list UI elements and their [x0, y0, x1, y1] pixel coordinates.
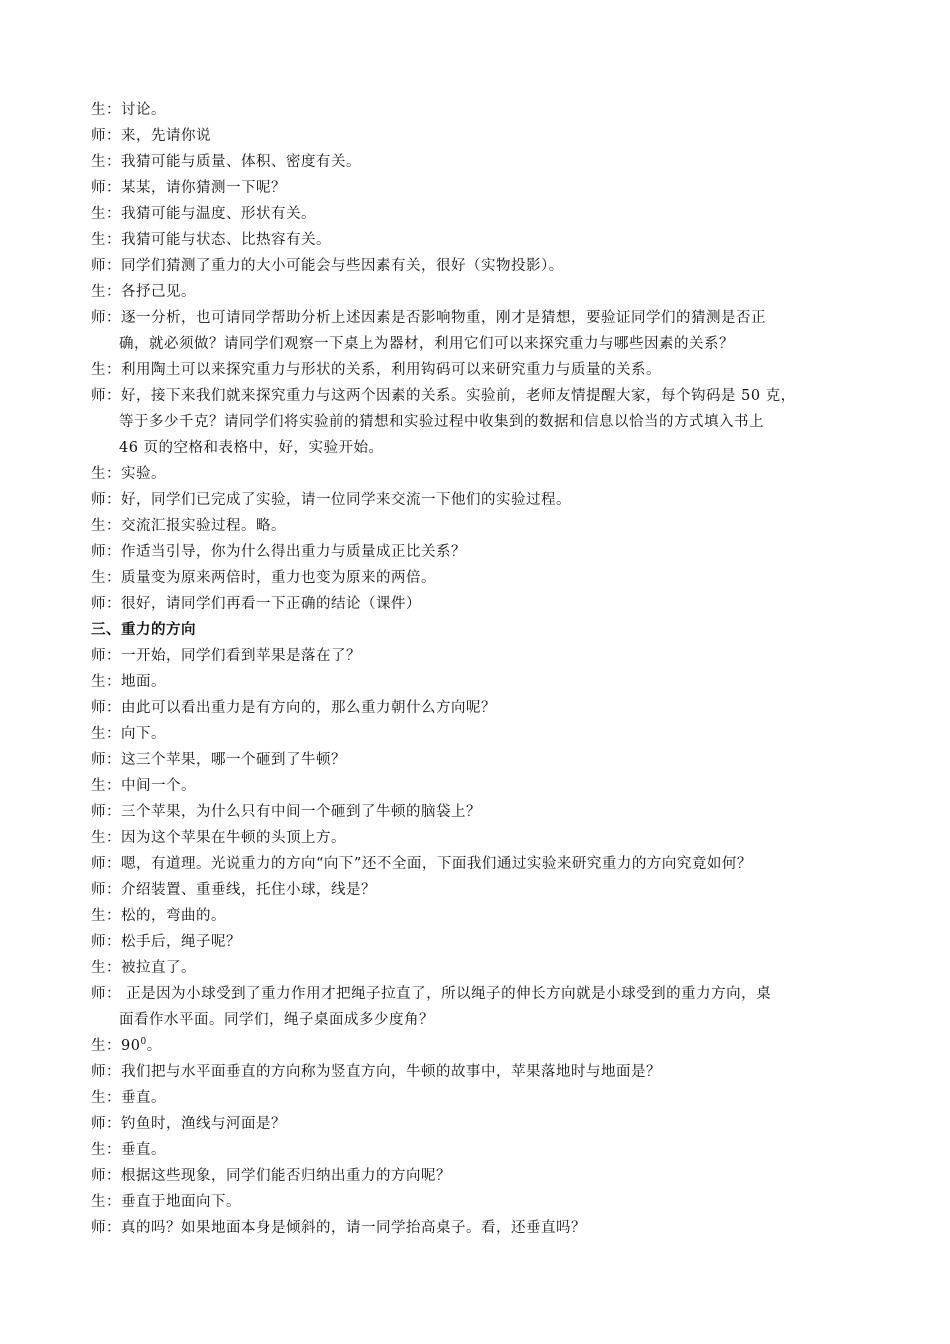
dialogue-line [91, 1189, 871, 1215]
speaker-label: 生： [91, 154, 121, 170]
dialogue-text: 利用陶土可以来探究重力与形状的关系，利用钩码可以来研究重力与质量的关系。 [121, 362, 661, 378]
dialogue-text: 向下。 [121, 726, 166, 742]
dialogue-text: 某某，请你猜测一下呢？ [121, 180, 286, 196]
dialogue-text: 我猜可能与质量、体积、密度有关。 [121, 154, 361, 170]
dialogue-text: 垂直。 [121, 1090, 166, 1106]
dialogue-line [91, 357, 871, 383]
dialogue-line [91, 201, 871, 227]
document-page [91, 97, 871, 1241]
speaker-label: 师： [91, 1064, 121, 1080]
dialogue-text: 垂直于地面向下。 [121, 1194, 241, 1210]
dialogue-text: 垂直。 [121, 1142, 166, 1158]
dialogue-text: 讨论。 [121, 102, 166, 118]
dialogue-line [91, 279, 871, 305]
dialogue-line [91, 383, 871, 409]
dialogue-line [91, 825, 871, 851]
dialogue-text: 好，接下来我们就来探究重力与这两个因素的关系。实验前，老师友情提醒大家，每个钩码是 50 克， [121, 388, 796, 404]
dialogue-text: 很好，请同学们再看一下正确的结论（课件） [121, 596, 421, 612]
dialogue-line [91, 227, 871, 253]
dialogue-line [91, 773, 871, 799]
dialogue-text: 好，同学们已完成了实验，请一位同学来交流一下他们的实验过程。 [121, 492, 571, 508]
dialogue-line [91, 175, 871, 201]
speaker-label: 师： [91, 648, 121, 664]
dialogue-text: 钓鱼时，渔线与河面是？ [121, 1116, 286, 1132]
dialogue-text: 根据这些现象，同学们能否归纳出重力的方向呢？ [121, 1168, 451, 1184]
speaker-label: 师： [91, 804, 121, 820]
speaker-label: 生： [91, 570, 121, 586]
speaker-label: 生： [91, 1194, 121, 1210]
dialogue-line [91, 565, 871, 591]
dialogue-line [91, 539, 871, 565]
speaker-label: 师： [91, 1220, 121, 1236]
speaker-label: 生： [91, 284, 121, 300]
speaker-label: 师： [91, 596, 121, 612]
dialogue-text: 由此可以看出重力是有方向的，那么重力朝什么方向呢？ [121, 700, 496, 716]
dialogue-text: 实验。 [121, 466, 166, 482]
dialogue-continuation: 面看作水平面。同学们，绳子桌面成多少度角？ [119, 1012, 434, 1028]
dialogue-line [91, 903, 871, 929]
dialogue-text: 松的，弯曲的。 [121, 908, 226, 924]
dialogue-text: 嗯，有道理。光说重力的方向“向下”还不全面，下面我们通过实验来研究重力的方向究竟如何？ [121, 856, 752, 872]
dialogue-text: 介绍装置、重垂线，托住小球，线是？ [121, 882, 376, 898]
dialogue-line [91, 305, 871, 331]
dialogue-line [91, 955, 871, 981]
dialogue-text: 逐一分析，也可请同学帮助分析上述因素是否影响物重，刚才是猜想，要验证同学们的猜测是否正 [121, 310, 766, 326]
speaker-label: 师： [91, 1116, 121, 1132]
speaker-label: 生： [91, 830, 121, 846]
dialogue-text: 松手后，绳子呢？ [121, 934, 241, 950]
dialogue-line [91, 123, 871, 149]
speaker-label: 师： [91, 388, 121, 404]
speaker-label: 生： [91, 362, 121, 378]
speaker-label: 师： [91, 882, 121, 898]
dialogue-continuation: 46 页的空格和表格中，好，实验开始。 [119, 440, 384, 456]
dialogue-line [91, 1137, 871, 1163]
speaker-label: 师： [91, 700, 121, 716]
dialogue-line [91, 929, 871, 955]
dialogue-line [91, 97, 871, 123]
dialogue-text: 作适当引导，你为什么得出重力与质量成正比关系？ [121, 544, 466, 560]
speaker-label: 生： [91, 674, 121, 690]
speaker-label: 生： [91, 206, 121, 222]
dialogue-line [91, 487, 871, 513]
speaker-label: 生： [91, 466, 121, 482]
dialogue-line [91, 643, 871, 669]
speaker-label: 师： [91, 128, 121, 144]
dialogue-line [91, 149, 871, 175]
dialogue-line [91, 669, 871, 695]
dialogue-line [91, 513, 871, 539]
dialogue-text: 真的吗？如果地面本身是倾斜的，请一同学抬高桌子。看，还垂直吗？ [121, 1220, 586, 1236]
speaker-label: 师： [91, 258, 121, 274]
dialogue-line [91, 695, 871, 721]
dialogue-line [91, 981, 871, 1007]
speaker-label: 生： [91, 1142, 121, 1158]
dialogue-text: 我们把与水平面垂直的方向称为竖直方向，牛顿的故事中，苹果落地时与地面是？ [121, 1064, 661, 1080]
dialogue-line [91, 461, 871, 487]
degree-value: $90^0$。 [121, 1037, 162, 1054]
speaker-label: 生： [91, 232, 121, 248]
dialogue-continuation: 等于多少千克？请同学们将实验前的猜想和实验过程中收集到的数据和信息以恰当的方式填入书上 [119, 414, 764, 430]
dialogue-line [91, 1059, 871, 1085]
speaker-label: 生： [91, 778, 121, 794]
speaker-label: 师： [91, 492, 121, 508]
dialogue-text: 这三个苹果，哪一个砸到了牛顿？ [121, 752, 346, 768]
dialogue-line-degree [91, 1033, 871, 1059]
dialogue-line [91, 1215, 871, 1241]
section-heading-gravity-direction: 三、重力的方向 [91, 621, 196, 638]
dialogue-text: 同学们猜测了重力的大小可能会与些因素有关，很好（实物投影）。 [121, 258, 564, 274]
speaker-label: 师： [91, 934, 121, 950]
dialogue-continuation: 确，就必须做？请同学们观察一下桌上为器材，利用它们可以来探究重力与哪些因素的关系？ [119, 336, 734, 352]
dialogue-line [91, 851, 871, 877]
speaker-label: 师： [91, 986, 121, 1002]
dialogue-text: 交流汇报实验过程。略。 [121, 518, 286, 534]
speaker-label: 师： [91, 310, 121, 326]
dialogue-text: 被拉直了。 [121, 960, 196, 976]
speaker-label: 师： [91, 1168, 121, 1184]
speaker-label: 生： [91, 960, 121, 976]
dialogue-block-gravity-magnitude [91, 97, 871, 617]
speaker-label: 生： [91, 1038, 121, 1054]
dialogue-line [91, 721, 871, 747]
dialogue-block-vertical-direction [91, 1059, 871, 1241]
dialogue-text: 一开始，同学们看到苹果是落在了？ [121, 648, 361, 664]
dialogue-text: 来，先请你说 [121, 128, 211, 144]
dialogue-text: 我猜可能与状态、比热容有关。 [121, 232, 331, 248]
dialogue-text: 我猜可能与温度、形状有关。 [121, 206, 316, 222]
dialogue-text: 质量变为原来两倍时，重力也变为原来的两倍。 [121, 570, 436, 586]
speaker-label: 生： [91, 102, 121, 118]
dialogue-text: 各抒己见。 [121, 284, 196, 300]
speaker-label: 师： [91, 544, 121, 560]
speaker-label: 生： [91, 1090, 121, 1106]
dialogue-line [91, 747, 871, 773]
speaker-label: 生： [91, 518, 121, 534]
speaker-label: 师： [91, 752, 121, 768]
dialogue-block-gravity-direction [91, 643, 871, 1033]
speaker-label: 师： [91, 856, 121, 872]
dialogue-line [91, 1111, 871, 1137]
dialogue-text: 正是因为小球受到了重力作用才把绳子拉直了，所以绳子的伸长方向就是小球受到的重力方向，桌 [121, 986, 772, 1002]
dialogue-text: 中间一个。 [121, 778, 196, 794]
dialogue-text: 因为这个苹果在牛顿的头顶上方。 [121, 830, 346, 846]
dialogue-line [91, 253, 871, 279]
dialogue-line [91, 591, 871, 617]
dialogue-text: 三个苹果，为什么只有中间一个砸到了牛顿的脑袋上？ [121, 804, 481, 820]
dialogue-text: 地面。 [121, 674, 166, 690]
dialogue-line [91, 1085, 871, 1111]
dialogue-line [91, 1163, 871, 1189]
speaker-label: 师： [91, 180, 121, 196]
speaker-label: 生： [91, 908, 121, 924]
speaker-label: 生： [91, 726, 121, 742]
dialogue-line [91, 799, 871, 825]
dialogue-line [91, 877, 871, 903]
